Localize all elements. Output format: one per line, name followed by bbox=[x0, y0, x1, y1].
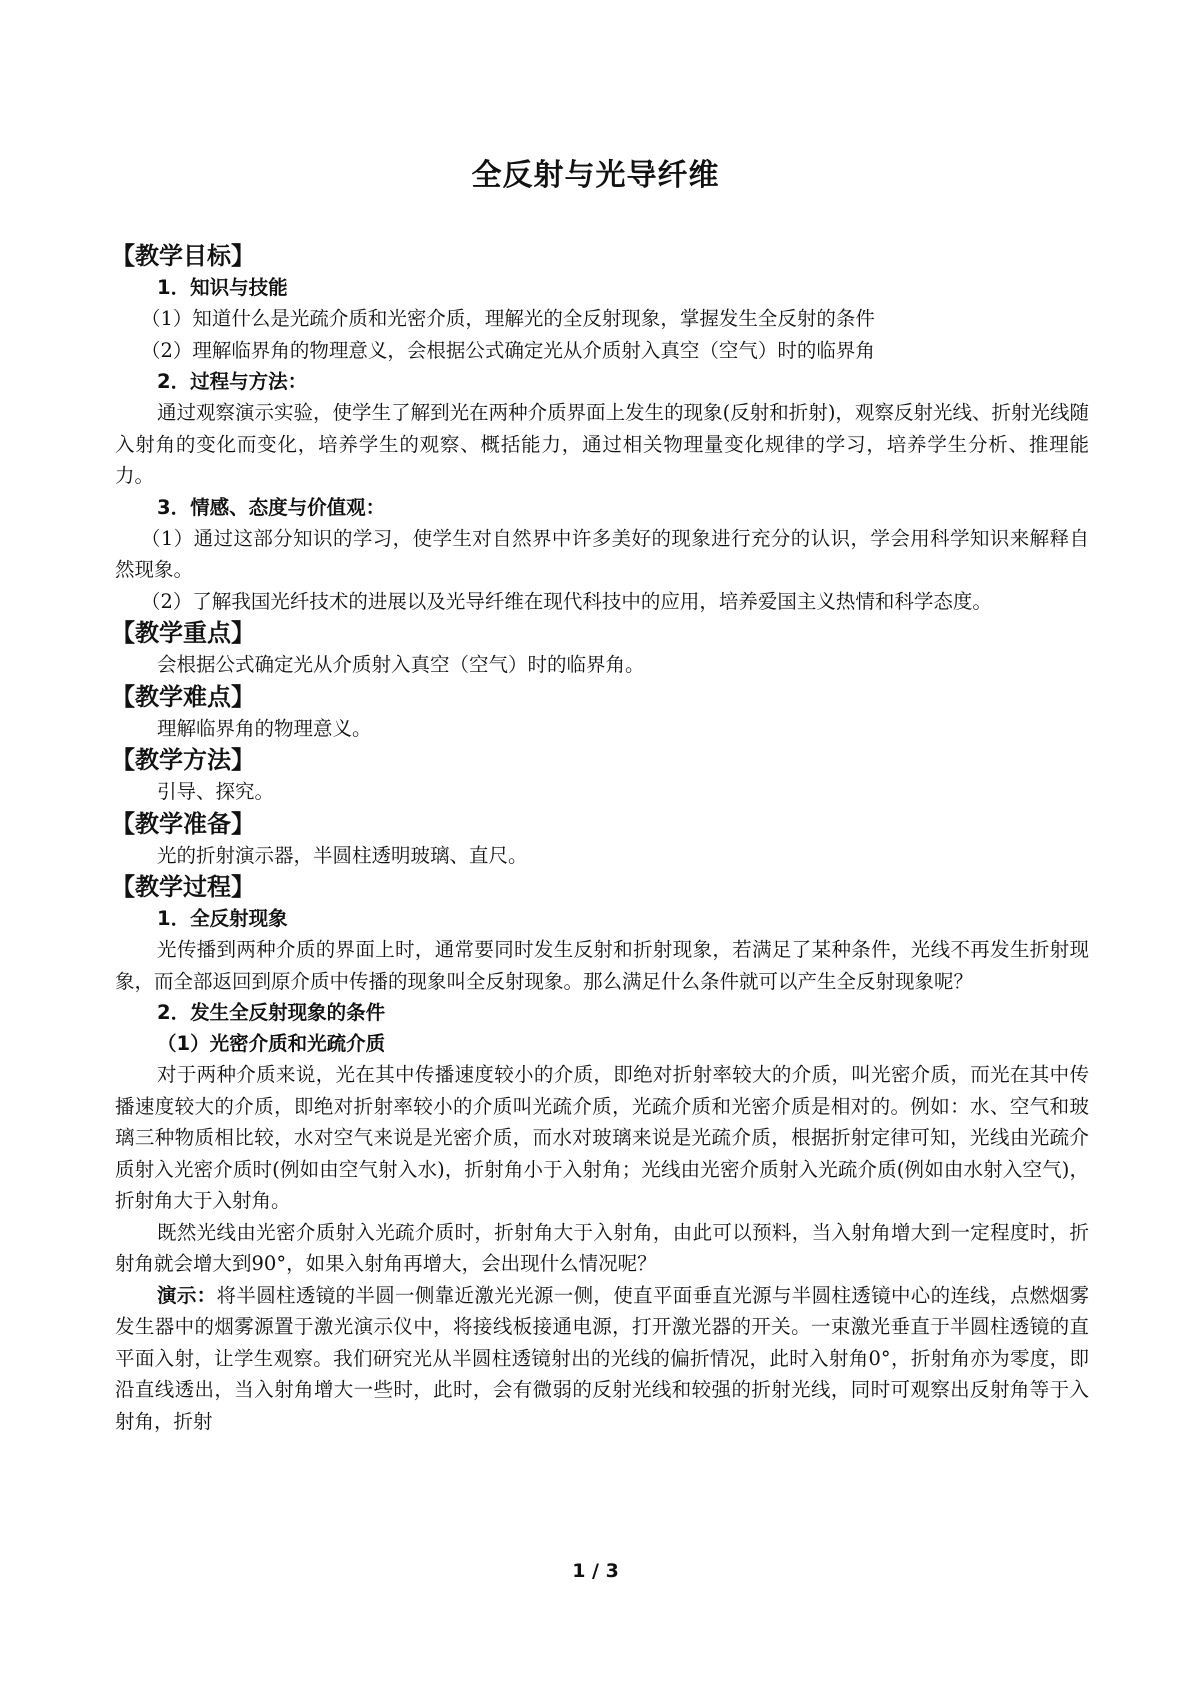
process-methods-paragraph: 通过观察演示实验，使学生了解到光在两种介质界面上发生的现象(反射和折射)，观察反射光线、折射光线随入射角的变化而变化，培养学生的观察、概括能力，通过相关物理量变化规律的学习，培养学生分析、推理能力。 bbox=[115, 401, 1089, 487]
demo-paragraph bbox=[115, 1280, 1089, 1438]
section-heading-difficulties: 【教学难点】 bbox=[111, 682, 255, 711]
document-title: 全反射与光导纤维 bbox=[471, 158, 720, 193]
values-item-1: （1）通过这部分知识的学习，使学生对自然界中许多美好的现象进行充分的认识，学会用科学知识来解释自然现象。 bbox=[115, 526, 1089, 581]
preparation-text: 光的折射演示器，半圆柱透明玻璃、直尺。 bbox=[157, 843, 528, 867]
section-heading-key-points: 【教学重点】 bbox=[111, 619, 255, 647]
subheading-knowledge-skills: 1．知识与技能 bbox=[157, 276, 288, 299]
demo-label: 演示： bbox=[157, 1283, 217, 1307]
subheading-values: 3．情感、态度与价值观： bbox=[157, 495, 386, 519]
media-paragraph: 对于两种介质来说，光在其中传播速度较小的介质，即绝对折射率较大的介质，叫光密介质，而光在其中传播速度较大的介质，即绝对折射率较小的介质叫光疏介质，光疏介质和光密介质是相对的。例如：水、空气和玻璃三种物质相比较，水对空气来说是光密介质，而水对玻璃来说是光疏介质，根据折射定律可知，光线由光疏介质射入光密介质时(例如由空气射入水)，折射角小于入射角；光线由光密介质射入光疏介质(例如由水射入空气)，折射角大于入射角。 bbox=[115, 1063, 1089, 1212]
subheading-total-reflection: 1．全反射现象 bbox=[157, 907, 288, 930]
difficulties-text: 理解临界角的物理意义。 bbox=[157, 716, 372, 740]
objective-item-2: （2）理解临界角的物理意义，会根据公式确定光从介质射入真空（空气）时的临界角 bbox=[141, 338, 875, 362]
section-heading-objectives: 【教学目标】 bbox=[111, 242, 255, 270]
key-points-text: 会根据公式确定光从介质射入真空（空气）时的临界角。 bbox=[157, 653, 645, 676]
demo-text: 将半圆柱透镜的半圆一侧靠近激光光源一侧，使直平面垂直光源与半圆柱透镜中心的连线，点燃烟雾发生器中的烟雾源置于激光演示仪中，将接线板接通电源，打开激光器的开关。一束激光垂直于半圆柱透镜的直平面入射，让学生观察。我们研究光从半圆柱透镜射出的光线的偏折情况，此时入射角0°，折射角亦为零度，即沿直线透出，当入射角增大一些时，此时，会有微弱的反射光线和较强的折射光线，同时可观察出反射角等于入射角，折射 bbox=[115, 1283, 1089, 1433]
prediction-paragraph: 既然光线由光密介质射入光疏介质时，折射角大于入射角，由此可以预料，当入射角增大到一定程度时，折射角就会增大到90°，如果入射角再增大，会出现什么情况呢？ bbox=[115, 1220, 1089, 1275]
total-reflection-paragraph: 光传播到两种介质的界面上时，通常要同时发生反射和折射现象，若满足了某种条件，光线不再发生折射现象，而全部返回到原介质中传播的现象叫全反射现象。那么满足什么条件就可以产生全反射现象呢？ bbox=[115, 938, 1089, 993]
section-heading-process: 【教学过程】 bbox=[111, 873, 255, 901]
page-number: 1 / 3 bbox=[572, 1560, 619, 1582]
subheading-conditions: 2．发生全反射现象的条件 bbox=[157, 1001, 386, 1024]
section-heading-methods: 【教学方法】 bbox=[111, 746, 255, 774]
subheading-dense-sparse-media: （1）光密介质和光疏介质 bbox=[157, 1032, 386, 1055]
values-item-2: （2）了解我国光纤技术的进展以及光导纤维在现代科技中的应用，培养爱国主义热情和科学态度。 bbox=[141, 589, 992, 613]
document-body bbox=[111, 240, 1089, 1437]
subheading-process-methods: 2．过程与方法： bbox=[157, 370, 308, 393]
section-heading-preparation: 【教学准备】 bbox=[111, 809, 255, 838]
objective-item-1: （1）知道什么是光疏介质和光密介质，理解光的全反射现象，掌握发生全反射的条件 bbox=[141, 307, 875, 330]
methods-text: 引导、探究。 bbox=[157, 780, 275, 803]
